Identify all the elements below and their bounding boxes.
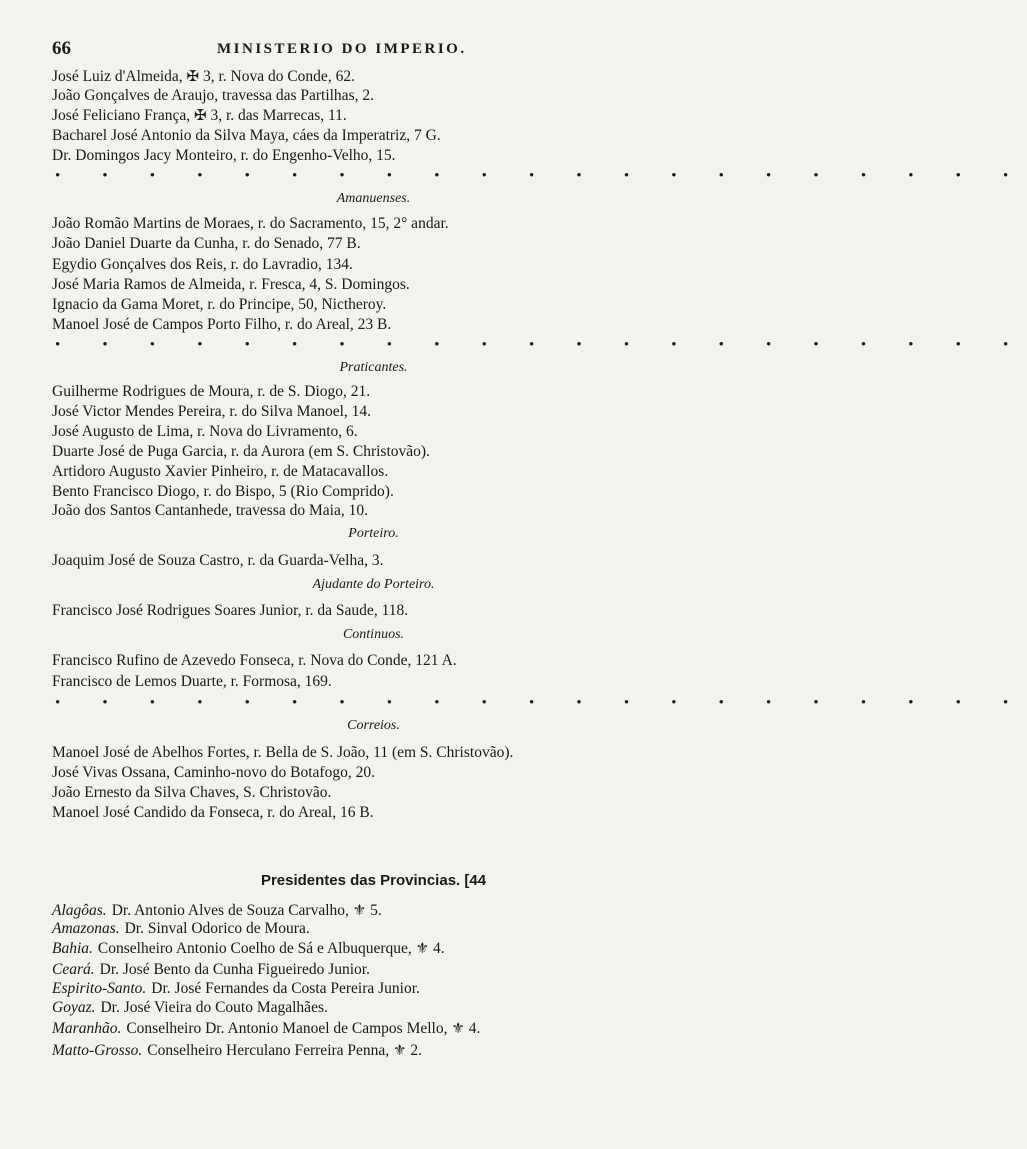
entry-line: João Gonçalves de Araujo, travessa das Partilhas, 2. (52, 87, 374, 104)
entry-line: Francisco Rufino de Azevedo Fonseca, r. Nova do Conde, 121 A. (52, 652, 457, 669)
entry-line: João Romão Martins de Moraes, r. do Sacramento, 15, 2° andar. (52, 215, 449, 232)
order-medal-icon: ⚜ (393, 1043, 407, 1059)
section-heading-continuos: Continuos. (342, 627, 405, 642)
entry-line: Duarte José de Puga Garcia, r. da Aurora (em S. Christovão). (52, 443, 430, 460)
cross-icon: ✠ (194, 108, 207, 124)
province-entry: Bahia. Conselheiro Antonio Coelho de Sá e Albuquerque, ⚜ 4. (52, 940, 445, 957)
entry-line: José Feliciano França, ✠ 3, r. das Marrecas, 11. (52, 107, 347, 124)
order-medal-icon: ⚜ (451, 1021, 465, 1037)
entry-line: José Luiz d'Almeida, ✠ 3, r. Nova do Conde, 62. (52, 68, 355, 85)
entry-line: Manoel José Candido da Fonseca, r. do Areal, 16 B. (52, 804, 374, 821)
entry-line: José Vivas Ossana, Caminho-novo do Botafogo, 20. (52, 764, 375, 781)
order-medal-icon: ⚜ (352, 903, 367, 919)
entry-line: Manoel José de Abelhos Fortes, r. Bella de S. João, 11 (em S. Christovão). (52, 744, 514, 761)
section-heading-amanuenses: Amanuenses. (336, 191, 411, 206)
province-entry: Alagôas. Dr. Antonio Alves de Souza Carvalho, ⚜ 5. (52, 902, 382, 919)
province-entry: Matto-Grosso. Conselheiro Herculano Ferreira Penna, ⚜ 2. (52, 1042, 422, 1059)
entry-line: Artidoro Augusto Xavier Pinheiro, r. de Matacavallos. (52, 463, 389, 480)
province-entry: Espirito-Santo. Dr. José Fernandes da Costa Pereira Junior. (52, 980, 420, 997)
section-heading-praticantes: Praticantes. (339, 360, 408, 375)
section-heading-porteiro: Porteiro. (348, 526, 399, 541)
entry-line: Guilherme Rodrigues de Moura, r. de S. Diogo, 21. (52, 383, 371, 400)
province-entry: Maranhão. Conselheiro Dr. Antonio Manoel de Campos Mello, ⚜ 4. (52, 1020, 481, 1037)
dot-leader: • • • • • • • • • • • • • • • • • • • • • (55, 168, 1027, 184)
dot-leader: • • • • • • • • • • • • • • • • • • • • • (55, 695, 1027, 711)
entry-line: José Augusto de Lima, r. Nova do Livramento, 6. (52, 423, 358, 440)
page-header (52, 38, 707, 64)
entry-line: João dos Santos Cantanhede, travessa do Maia, 10. (52, 502, 368, 519)
entry-line: João Ernesto da Silva Chaves, S. Christovão. (52, 784, 332, 801)
section-heading-correios: Correios. (347, 718, 400, 733)
order-medal-icon: ⚜ (415, 941, 430, 957)
entry-line: Francisco José Rodrigues Soares Junior, r. da Saude, 118. (52, 602, 409, 619)
entry-line: Egydio Gonçalves dos Reis, r. do Lavradio, 134. (52, 256, 353, 273)
page-number: 66 (52, 38, 71, 59)
section-heading-presidentes: Presidentes das Provincias. [44 (260, 872, 487, 889)
province-entry: Ceará. Dr. José Bento da Cunha Figueiredo Junior. (52, 961, 370, 978)
entry-line: José Victor Mendes Pereira, r. do Silva Manoel, 14. (52, 403, 372, 420)
page-title: MINISTERIO DO IMPERIO. (217, 41, 467, 57)
entry-line: José Maria Ramos de Almeida, r. Fresca, 4, S. Domingos. (52, 276, 410, 293)
province-entry: Amazonas. Dr. Sinval Odorico de Moura. (52, 920, 310, 937)
entry-line: João Daniel Duarte da Cunha, r. do Senado, 77 B. (52, 235, 361, 252)
entry-line: Manoel José de Campos Porto Filho, r. do Areal, 23 B. (52, 316, 392, 333)
entry-line: Francisco de Lemos Duarte, r. Formosa, 169. (52, 673, 332, 690)
province-entry: Goyaz. Dr. José Vieira do Couto Magalhães. (52, 999, 328, 1016)
entry-line: Ignacio da Gama Moret, r. do Principe, 50, Nictheroy. (52, 296, 387, 313)
section-heading-ajudante: Ajudante do Porteiro. (312, 577, 435, 592)
entry-line: Dr. Domingos Jacy Monteiro, r. do Engenho-Velho, 15. (52, 147, 396, 164)
entry-line: Bacharel José Antonio da Silva Maya, cáes da Imperatriz, 7 G. (52, 127, 441, 144)
cross-icon: ✠ (186, 69, 200, 85)
dot-leader: • • • • • • • • • • • • • • • • • • • • • (55, 337, 1027, 353)
entry-line: Bento Francisco Diogo, r. do Bispo, 5 (Rio Comprido). (52, 483, 394, 500)
entry-line: Joaquim José de Souza Castro, r. da Guarda-Velha, 3. (52, 552, 384, 569)
